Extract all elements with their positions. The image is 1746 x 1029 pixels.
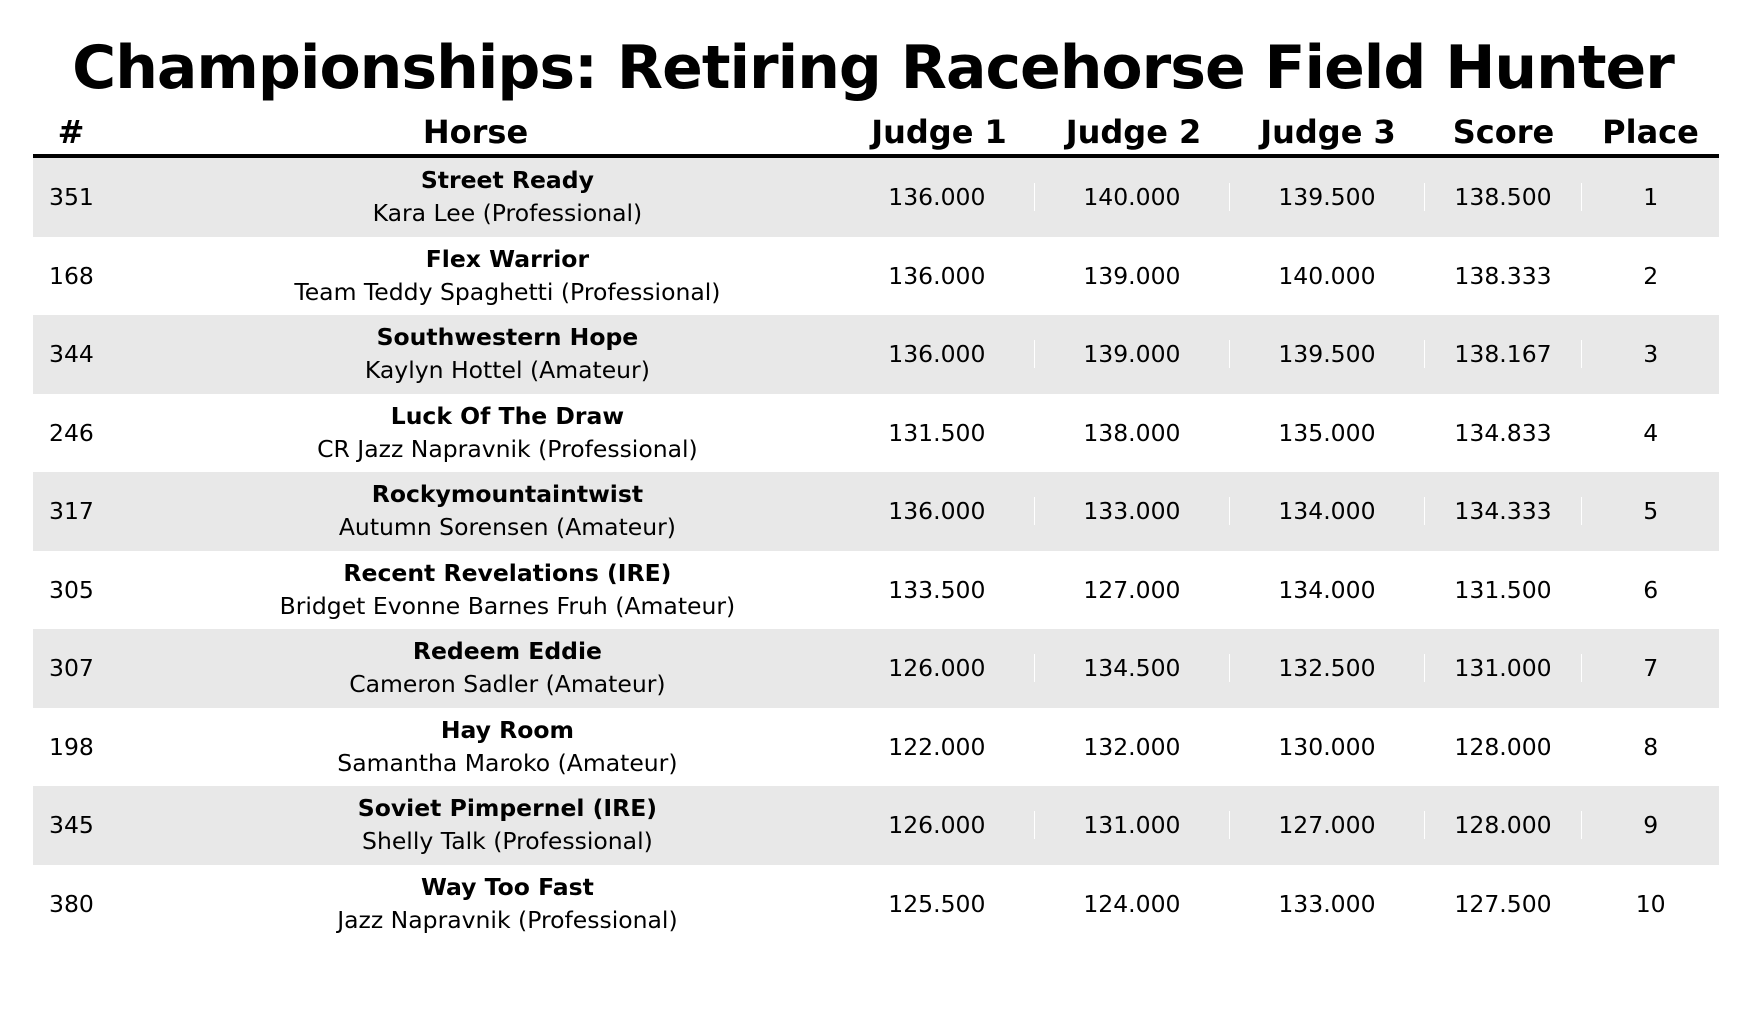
- horse-cell: [175, 714, 840, 780]
- entry-number: 198: [49, 732, 94, 761]
- horse-name: Flex Warrior: [425, 244, 590, 273]
- header-place: Place: [1602, 113, 1699, 151]
- judge-2-score: 138.000: [1035, 419, 1231, 447]
- horse-cell: [175, 635, 840, 701]
- table-row: [33, 551, 1719, 630]
- table-row: [33, 865, 1719, 944]
- total-score: 131.500: [1425, 576, 1583, 604]
- judge-3-score: 133.000: [1230, 890, 1425, 918]
- horse-cell: [175, 478, 840, 544]
- place: 1: [1643, 183, 1659, 212]
- horse-name: Street Ready: [420, 166, 594, 195]
- place: 6: [1643, 575, 1659, 604]
- place: 8: [1643, 732, 1659, 761]
- entry-number: 305: [49, 575, 94, 604]
- horse-name: Redeem Eddie: [412, 637, 602, 666]
- entry-number: 345: [49, 811, 94, 840]
- judge-1-score: 131.500: [840, 419, 1035, 447]
- place: 9: [1643, 811, 1659, 840]
- results-table: [33, 110, 1719, 943]
- horse-name: Soviet Pimpernel (IRE): [357, 794, 657, 823]
- rider-name: Kara Lee (Professional): [372, 199, 643, 228]
- judge-3-score: 130.000: [1230, 733, 1425, 761]
- entry-number: 168: [49, 261, 94, 290]
- table-row: [33, 472, 1719, 551]
- table-body: [33, 158, 1719, 943]
- horse-name: Southwestern Hope: [376, 323, 639, 352]
- rider-name: Kaylyn Hottel (Amateur): [364, 356, 650, 385]
- judge-2-score: 139.000: [1035, 262, 1231, 290]
- total-score: 127.500: [1425, 890, 1583, 918]
- horse-cell: [175, 400, 840, 466]
- header-num: #: [57, 113, 85, 151]
- horse-name: Luck Of The Draw: [390, 401, 625, 430]
- rider-name: Cameron Sadler (Amateur): [349, 670, 666, 699]
- horse-name: Rockymountaintwist: [371, 480, 644, 509]
- judge-2-score: 131.000: [1035, 811, 1231, 839]
- entry-number: 344: [49, 340, 94, 369]
- entry-number: 380: [49, 889, 94, 918]
- horse-cell: [175, 792, 840, 858]
- horse-name: Recent Revelations (IRE): [343, 558, 672, 587]
- judge-3-score: 140.000: [1230, 262, 1425, 290]
- judge-3-score: 134.000: [1230, 576, 1425, 604]
- total-score: 138.500: [1425, 183, 1583, 211]
- horse-cell: [175, 243, 840, 309]
- judge-2-score: 133.000: [1035, 497, 1231, 525]
- horse-cell: [175, 557, 840, 623]
- header-score: Score: [1452, 113, 1555, 151]
- place: 7: [1643, 654, 1659, 683]
- judge-2-score: 139.000: [1035, 340, 1231, 368]
- entry-number: 351: [49, 183, 94, 212]
- horse-name: Hay Room: [440, 715, 574, 744]
- total-score: 138.167: [1425, 340, 1583, 368]
- judge-3-score: 135.000: [1230, 419, 1425, 447]
- horse-cell: [175, 871, 840, 937]
- judge-1-score: 122.000: [840, 733, 1035, 761]
- place: 2: [1643, 261, 1659, 290]
- judge-2-score: 124.000: [1035, 890, 1231, 918]
- total-score: 134.333: [1425, 497, 1583, 525]
- table-row: [33, 786, 1719, 865]
- judge-1-score: 133.500: [840, 576, 1035, 604]
- horse-cell: [175, 164, 840, 230]
- total-score: 134.833: [1425, 419, 1583, 447]
- rider-name: Jazz Napravnik (Professional): [337, 905, 678, 934]
- judge-1-score: 126.000: [840, 811, 1035, 839]
- judge-3-score: 139.500: [1230, 340, 1425, 368]
- page-title: Championships: Retiring Racehorse Field Hunter: [72, 33, 1674, 103]
- entry-number: 246: [49, 418, 94, 447]
- table-row: [33, 315, 1719, 394]
- horse-name: Way Too Fast: [420, 872, 594, 901]
- rider-name: Autumn Sorensen (Amateur): [338, 513, 676, 542]
- total-score: 128.000: [1425, 811, 1583, 839]
- rider-name: Samantha Maroko (Amateur): [337, 748, 678, 777]
- judge-1-score: 136.000: [840, 340, 1035, 368]
- judge-1-score: 136.000: [840, 183, 1035, 211]
- judge-3-score: 127.000: [1230, 811, 1425, 839]
- rider-name: Team Teddy Spaghetti (Professional): [294, 277, 721, 306]
- table-header: [33, 110, 1719, 158]
- rider-name: Bridget Evonne Barnes Fruh (Amateur): [279, 591, 736, 620]
- place: 5: [1643, 497, 1659, 526]
- total-score: 138.333: [1425, 262, 1583, 290]
- judge-2-score: 134.500: [1035, 654, 1231, 682]
- table-row: [33, 158, 1719, 237]
- entry-number: 317: [49, 497, 94, 526]
- table-row: [33, 394, 1719, 473]
- table-row: [33, 708, 1719, 787]
- judge-3-score: 139.500: [1230, 183, 1425, 211]
- judge-1-score: 136.000: [840, 497, 1035, 525]
- total-score: 128.000: [1425, 733, 1583, 761]
- place: 3: [1643, 340, 1659, 369]
- judge-2-score: 132.000: [1035, 733, 1231, 761]
- horse-cell: [175, 321, 840, 387]
- judge-2-score: 127.000: [1035, 576, 1231, 604]
- total-score: 131.000: [1425, 654, 1583, 682]
- judge-1-score: 125.500: [840, 890, 1035, 918]
- judge-1-score: 126.000: [840, 654, 1035, 682]
- judge-3-score: 134.000: [1230, 497, 1425, 525]
- rider-name: Shelly Talk (Professional): [362, 827, 653, 856]
- table-row: [33, 629, 1719, 708]
- place: 10: [1635, 889, 1666, 918]
- header-judge-1: Judge 1: [871, 113, 1007, 151]
- header-judge-2: Judge 2: [1065, 113, 1202, 151]
- entry-number: 307: [49, 654, 94, 683]
- judge-1-score: 136.000: [840, 262, 1035, 290]
- table-row: [33, 237, 1719, 316]
- rider-name: CR Jazz Napravnik (Professional): [317, 434, 698, 463]
- header-horse: Horse: [422, 113, 529, 151]
- place: 4: [1643, 418, 1659, 447]
- judge-3-score: 132.500: [1230, 654, 1425, 682]
- header-judge-3: Judge 3: [1260, 113, 1396, 151]
- judge-2-score: 140.000: [1035, 183, 1231, 211]
